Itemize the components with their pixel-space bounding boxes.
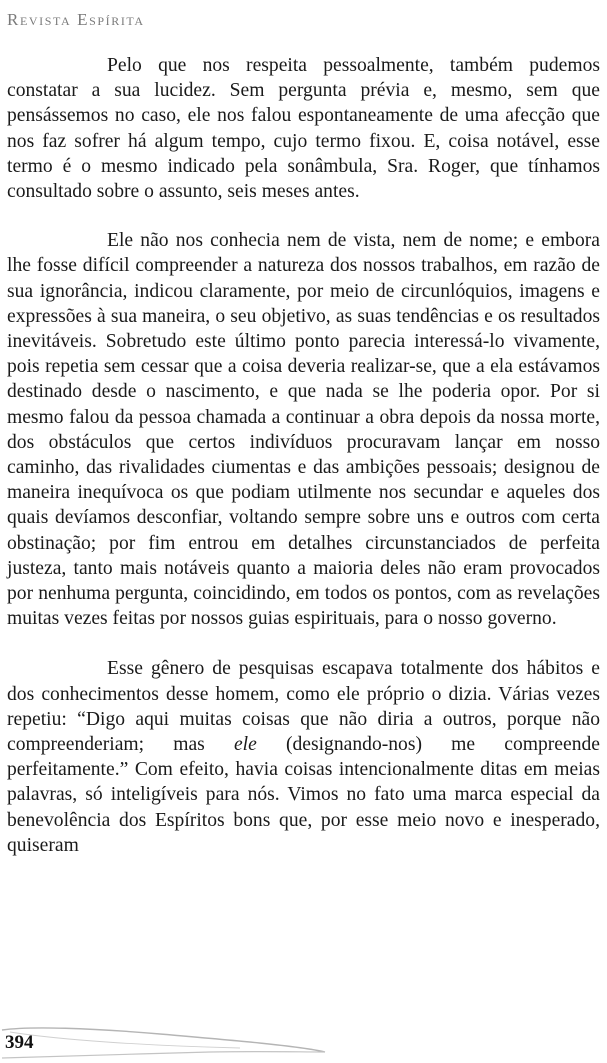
paragraph-2: Ele não nos conhecia nem de vista, nem de nome; e embora lhe fosse difícil compreender a natureza dos nossos trabalhos, em razão de sua ignorância, indicou claramente, por meio de circunlóquios, imagens e expressões à sua maneira, o seu objetivo, as suas tendências e os resultados inevitáveis. Sobretudo este último ponto parecia interessá-lo vivamente, pois repetia sem cessar que a coisa deveria realizar-se, que a ela estávamos destinado desde o nascimento, e que nada se lhe poderia opor. Por si mesmo falou da pessoa chamada a continuar a obra depois da nossa morte, dos obstáculos que certos indivíduos procuravam lançar em nosso caminho, das rivalidades ciumentas e das ambições pessoais; designou de maneira inequívoca os que podiam utilmente nos secundar e aqueles dos quais devíamos desconfiar, voltando sempre sobre uns e outros com certa obstinação; por fim entrou em detalhes circunstanciados de perfeita justeza, tanto mais notáveis quanto a maioria deles não eram provocados por nenhuma pergunta, coincidindo, em todos os pontos, com as revelações muitas vezes feitas por nossos guias espirituais, para o nosso governo. [7, 230, 600, 630]
paragraph-1: Pelo que nos respeita pessoalmente, também pudemos constatar a sua lucidez. Sem pergunta prévia e, mesmo, sem que pensássemos no caso, ele nos falou espontaneamente de uma afecção que nos faz sofrer há algum tempo, cujo termo fixou. E, coisa notável, esse termo é o mesmo indicado pela sonâmbula, Sra. Roger, que tínhamos consultado sobre o assunto, seis meses antes. [7, 55, 600, 203]
page-body [7, 53, 600, 858]
running-head: Revista Espírita [7, 10, 145, 29]
paragraph-3 [7, 656, 600, 858]
paragraph-3-emphasis: ele [233, 734, 257, 756]
page-number: 394 [5, 1032, 34, 1053]
folio-swoosh-ornament [0, 1018, 330, 1063]
paragraph-3-text-start: Esse gênero de pesquisas escapava totalmente dos hábitos e dos conhecimentos desse homem, como ele próprio o dizia. Várias vezes repetiu: “Digo aqui muitas coisas que não diria a outros, porque não compreenderiam; mas [7, 658, 600, 756]
paragraph-3-text-end: (designando-nos) me compreende perfeitamente.” Com efeito, havia coisas intencionalmente ditas em meias palavras, só inteligíveis para nós. Vimos no fato uma marca especial da benevolência dos Espíritos bons que, por esse meio novo e inesperado, quiseram [7, 734, 600, 856]
